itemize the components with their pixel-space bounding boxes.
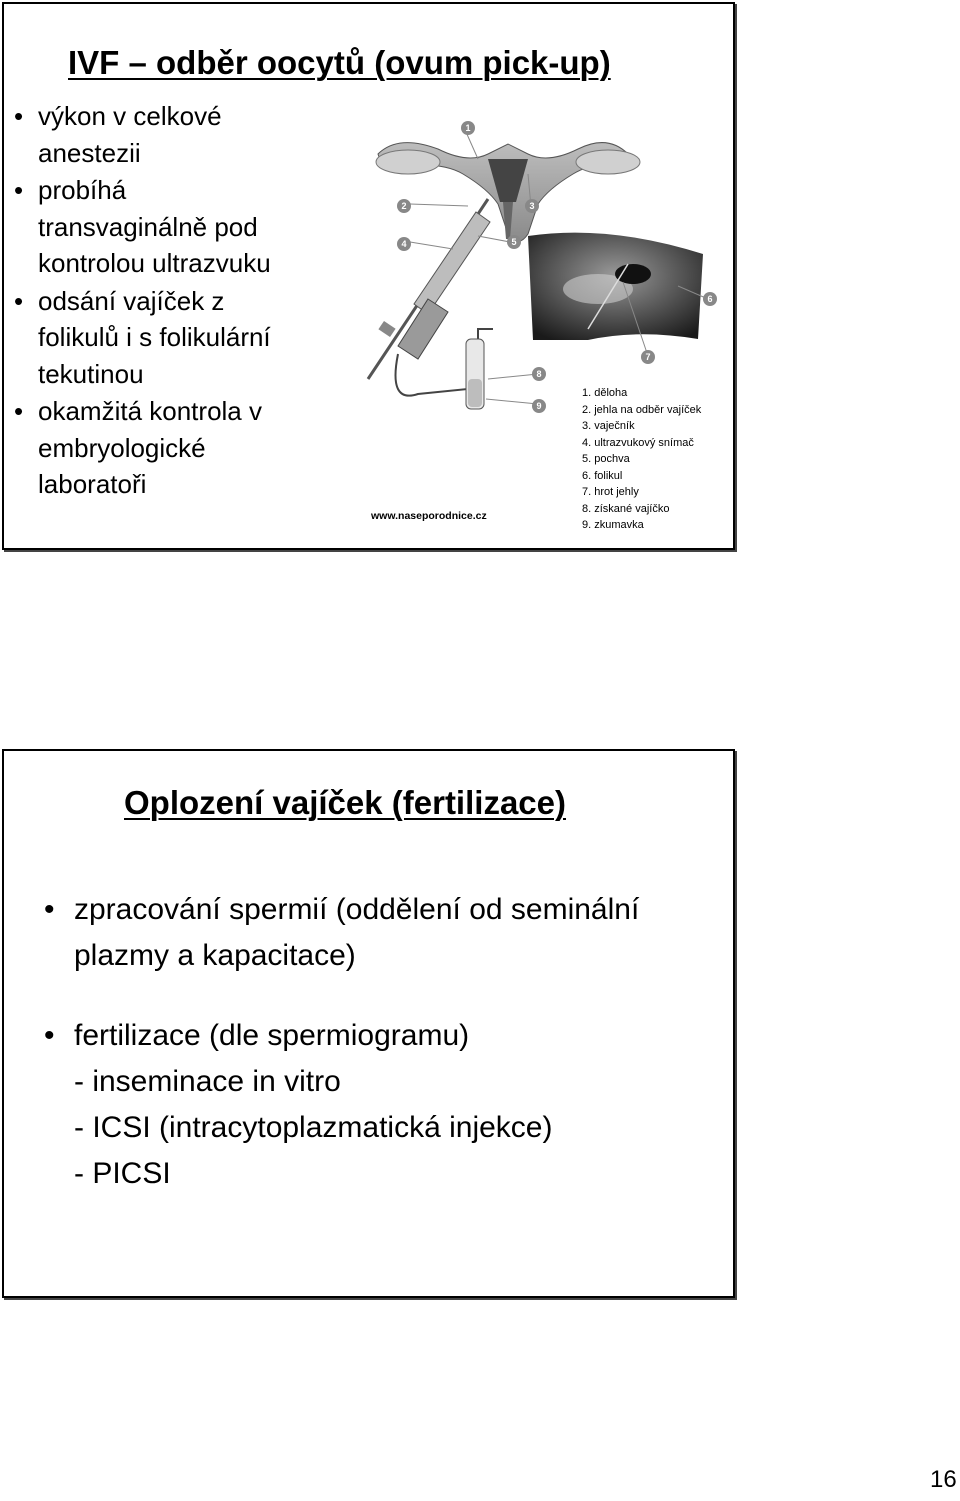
bullet-dot-icon: • — [44, 1019, 55, 1052]
bullet-dot-icon: • — [14, 175, 24, 205]
svg-text:7: 7 — [645, 352, 651, 362]
bullet-item: • fertilizace (dle spermiogramu) — [74, 1013, 724, 1059]
diagram-legend — [582, 385, 701, 534]
legend-item: 9. zkumavka — [582, 519, 644, 531]
bullet-item: • zpracování spermií (oddělení od seminální plazmy a kapacitace) — [74, 887, 724, 979]
bullet-dot-icon: • — [44, 893, 55, 926]
slide-fertilization — [2, 749, 735, 1298]
source-watermark: www.naseporodnice.cz — [371, 510, 487, 522]
sub-item: - inseminace in vitro — [74, 1065, 341, 1098]
svg-text:2: 2 — [401, 201, 407, 211]
bullet-dot-icon: • — [14, 285, 24, 316]
legend-item: 2. jehla na odběr vajíček — [582, 403, 702, 416]
bullet-item: • probíhá transvaginálně pod kontrolou ultrazvuku — [38, 172, 358, 282]
svg-text:6: 6 — [707, 294, 713, 304]
page-number: 16 — [930, 1466, 957, 1493]
legend-item: 7. hrot jehly — [582, 486, 639, 498]
bullet-item: • výkon v celkové anestezii — [38, 98, 358, 171]
slide-title: IVF – odběr oocytů (ovum pick-up) — [68, 44, 611, 81]
bullet-dot-icon: • — [14, 396, 24, 426]
svg-text:3: 3 — [529, 201, 535, 211]
svg-text:1: 1 — [465, 123, 471, 133]
legend-item: 6. folikul — [582, 469, 623, 482]
uterus-illustration — [376, 143, 640, 242]
legend-item: 1. děloha — [582, 387, 628, 399]
svg-text:9: 9 — [536, 401, 542, 411]
ultrasound-image — [528, 233, 703, 340]
needle-probe-illustration — [368, 199, 493, 409]
legend-item: 4. ultrazvukový snímač — [582, 436, 694, 449]
legend-item: 8. získané vajíčko — [582, 502, 670, 515]
legend-item: 3. vaječník — [582, 420, 635, 432]
sub-item: - PICSI — [74, 1157, 171, 1190]
bullet-list — [14, 98, 358, 504]
sub-item: - ICSI (intracytoplazmatická injekce) — [74, 1111, 553, 1144]
svg-text:4: 4 — [401, 239, 407, 249]
slide-body — [44, 887, 724, 1197]
slide-title: Oplození vajíček (fertilizace) — [124, 784, 566, 821]
bullet-item: • okamžitá kontrola v embryologické laboratoři — [38, 393, 358, 503]
svg-text:8: 8 — [536, 369, 542, 379]
slide-ovum-pickup — [2, 2, 735, 550]
bullet-dot-icon: • — [14, 101, 24, 131]
bullet-item: • odsání vajíček z folikulů i s folikulární tekutinou — [38, 283, 358, 393]
svg-text:5: 5 — [511, 237, 517, 247]
legend-item: 5. pochva — [582, 453, 630, 465]
